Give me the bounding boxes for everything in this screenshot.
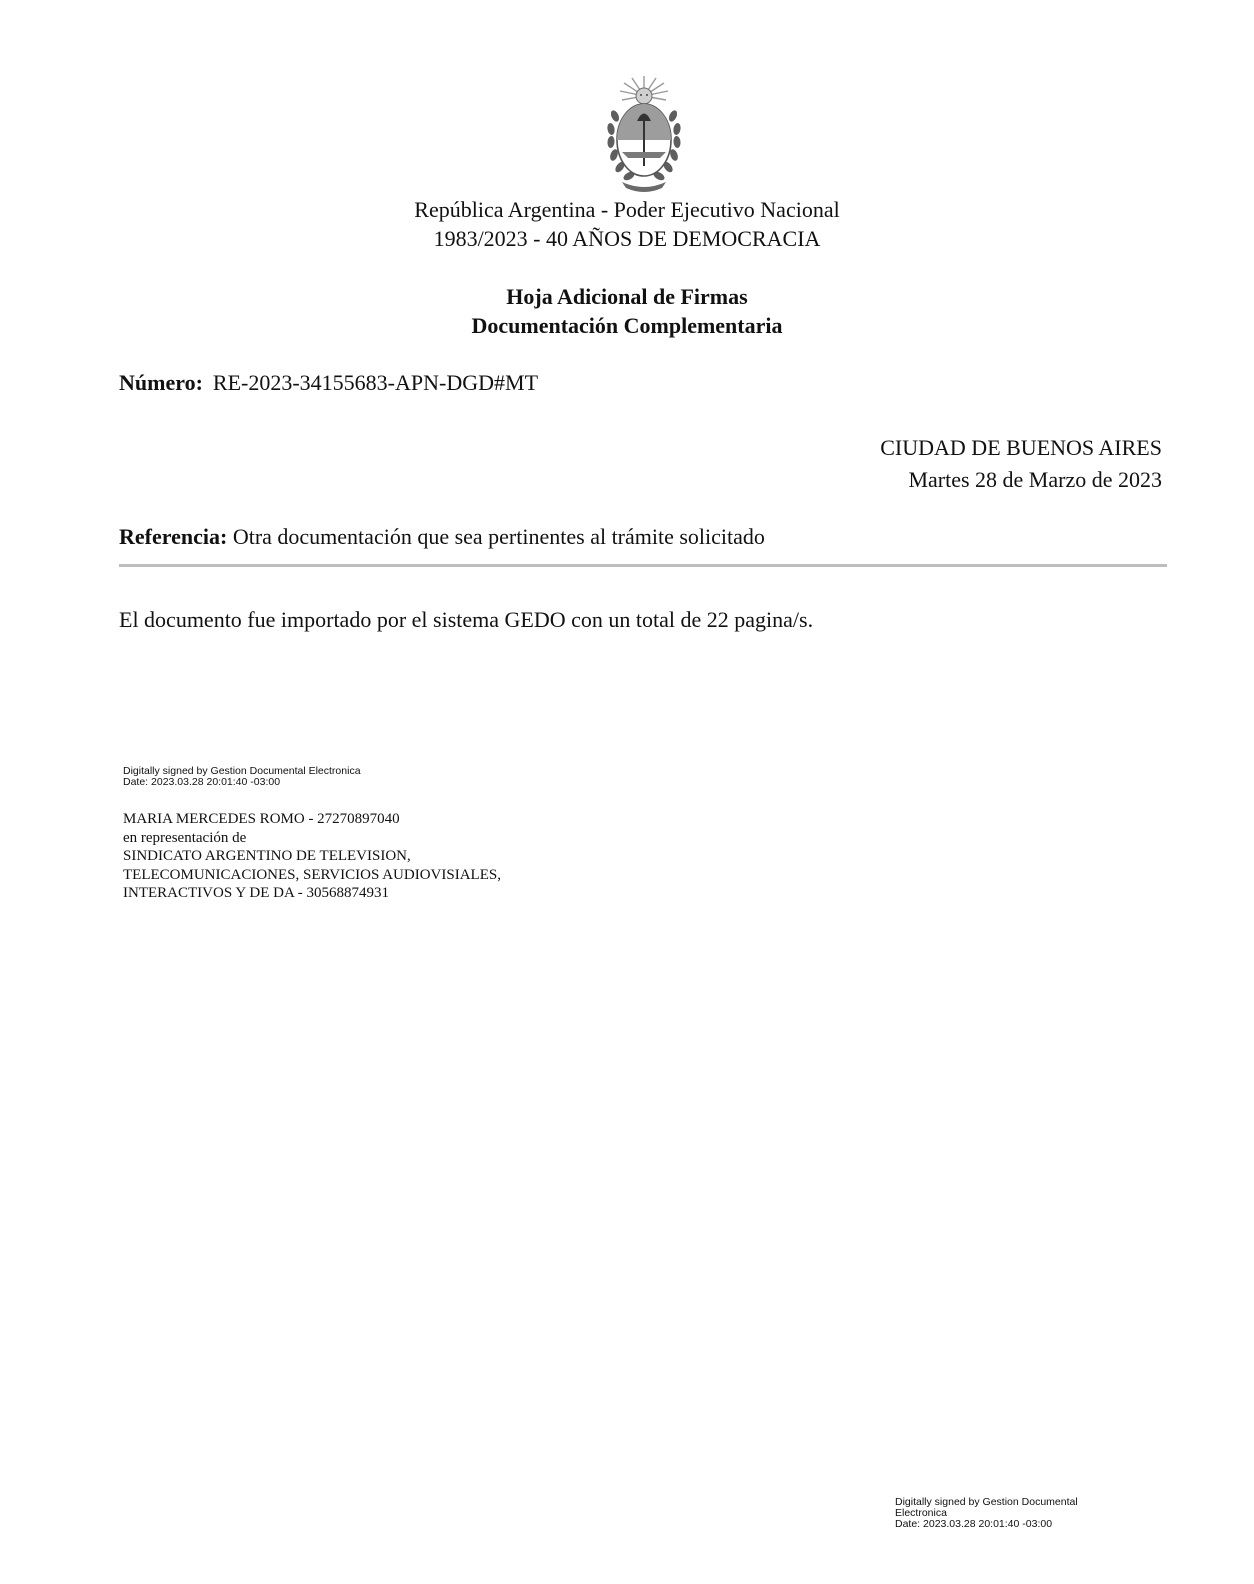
title-line-2: Documentación Complementaria bbox=[471, 313, 783, 338]
body-text: El documento fue importado por el sistema GEDO con un total de 22 pagina/s. bbox=[119, 607, 814, 632]
signer-line-3: SINDICATO ARGENTINO DE TELEVISION, bbox=[123, 848, 411, 864]
document-number bbox=[119, 370, 538, 396]
signer-line-4: TELECOMUNICACIONES, SERVICIOS AUDIOVISIALES, bbox=[123, 866, 501, 883]
signature-stamp-1-line-1: Digitally signed by Gestion Documental Electronica bbox=[123, 765, 361, 777]
place: CIUDAD DE BUENOS AIRES bbox=[880, 435, 1162, 460]
header-line-2: 1983/2023 - 40 AÑOS DE DEMOCRACIA bbox=[433, 226, 821, 251]
reference bbox=[119, 524, 765, 550]
signer-line-1: MARIA MERCEDES ROMO - 27270897040 bbox=[123, 811, 400, 827]
document-number-label: Número: bbox=[119, 370, 203, 395]
divider bbox=[119, 564, 1167, 567]
signature-stamp-2-line-1: Digitally signed by Gestion Documental bbox=[895, 1496, 1078, 1508]
reference-label: Referencia: bbox=[119, 524, 228, 549]
signer-line-5: INTERACTIVOS Y DE DA - 30568874931 bbox=[123, 885, 389, 901]
argentina-coat-of-arms-icon bbox=[602, 74, 686, 196]
header-line-1: República Argentina - Poder Ejecutivo Nacional bbox=[414, 197, 840, 222]
signature-stamp-2 bbox=[895, 1497, 1078, 1530]
signature-stamp-1-line-2: Date: 2023.03.28 20:01:40 -03:00 bbox=[123, 776, 281, 788]
title-line-1: Hoja Adicional de Firmas bbox=[506, 284, 748, 309]
signer-block bbox=[123, 810, 501, 903]
signature-stamp-2-line-2: Electronica bbox=[895, 1507, 947, 1519]
signature-stamp-2-line-3: Date: 2023.03.28 20:01:40 -03:00 bbox=[895, 1518, 1053, 1530]
signature-stamp-1 bbox=[123, 766, 361, 788]
document-number-value: RE-2023-34155683-APN-DGD#MT bbox=[212, 370, 539, 395]
signer-line-2: en representación de bbox=[123, 829, 247, 846]
reference-value: Otra documentación que sea pertinentes al trámite solicitado bbox=[232, 524, 765, 549]
date: Martes 28 de Marzo de 2023 bbox=[908, 467, 1162, 492]
